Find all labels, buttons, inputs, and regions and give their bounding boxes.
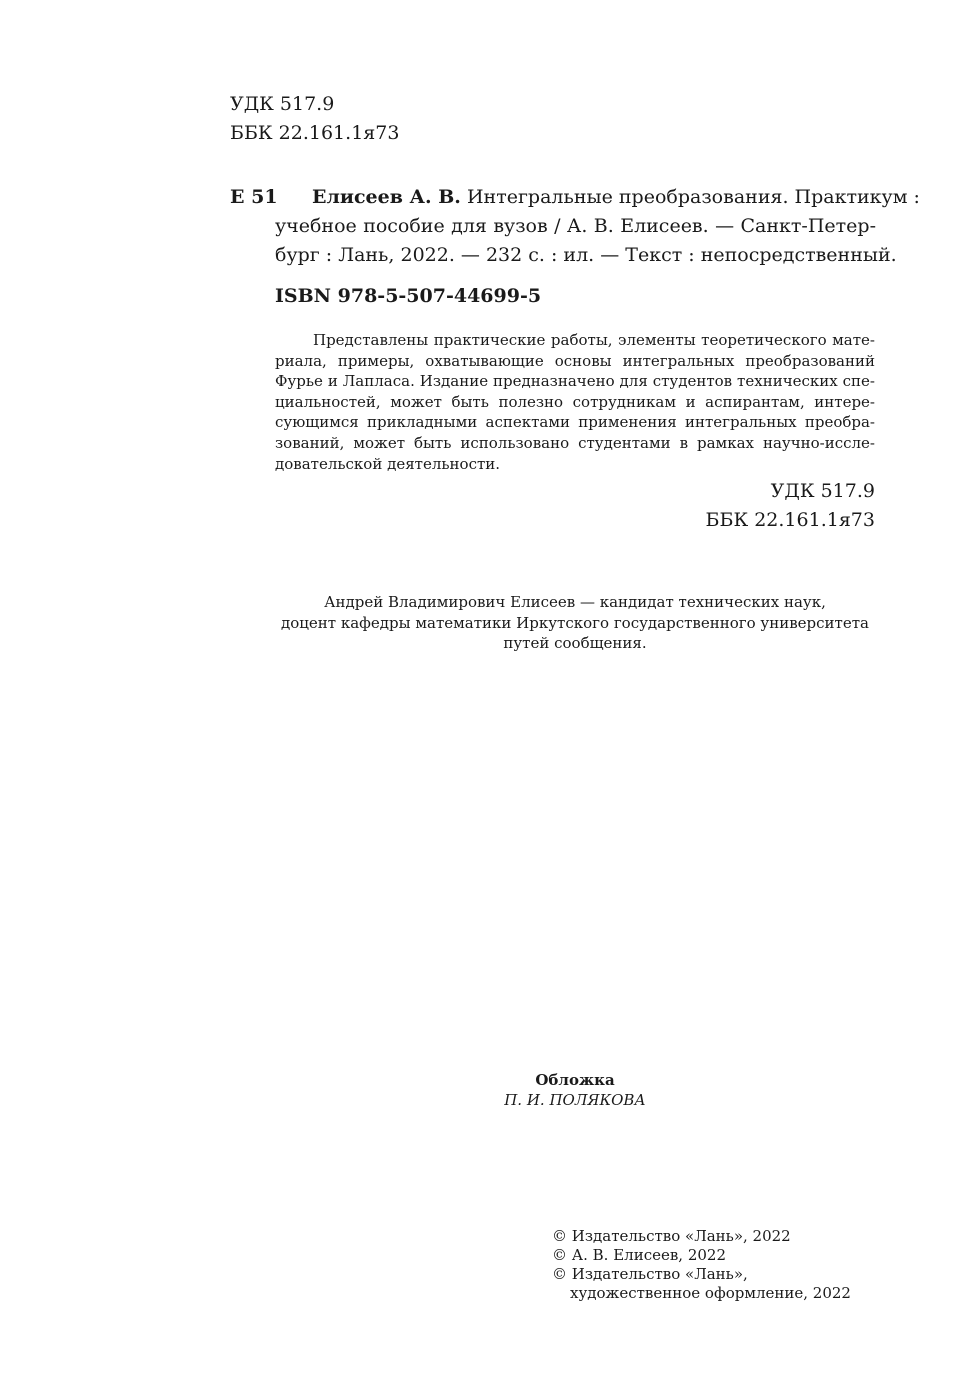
annotation-line: сующимся прикладными аспектами применения интегральных преобра- (275, 413, 875, 432)
copyright-line: художественное оформление, 2022 (570, 1284, 851, 1302)
annotation-line: Фурье и Лапласа. Издание предназначено для студентов технических спе- (275, 372, 875, 391)
classification-top (230, 90, 399, 148)
annotation-line: Представлены практические работы, элементы теоретического мате- (313, 331, 875, 349)
copyright-line: © Издательство «Лань», 2022 (552, 1227, 791, 1245)
author-mark: Е 51 (230, 186, 278, 208)
copyright-line: © А. В. Елисеев, 2022 (552, 1246, 727, 1264)
isbn: ISBN 978-5-507-44699-5 (275, 285, 542, 307)
annotation-line: зований, может быть использовано студентами в рамках научно-иссле- (275, 433, 875, 452)
author-info (275, 592, 875, 654)
entry-line-3: бург : Лань, 2022. — 232 с. : ил. — Текст : непосредственный. (275, 244, 897, 266)
author-info-line: Андрей Владимирович Елисеев — кандидат технических наук, (324, 593, 826, 611)
entry-line-2: учебное пособие для вузов / А. В. Елисеев. — Санкт-Петер- (275, 215, 876, 237)
bbk-code: ББК 22.161.1я73 (230, 122, 400, 144)
annotation (275, 330, 875, 474)
copyright-line: © Издательство «Лань», (552, 1265, 748, 1283)
author-info-line: путей сообщения. (503, 634, 647, 653)
entry-author: Елисеев А. В. (312, 186, 461, 208)
bbk-code-right: ББК 22.161.1я73 (705, 509, 875, 531)
copyright-block (552, 1227, 851, 1303)
author-info-line: доцент кафедры математики Иркутского государственного университета (281, 613, 869, 632)
udk-code-right: УДК 517.9 (770, 480, 875, 502)
annotation-line: довательской деятельности. (275, 454, 501, 473)
cover-designer: П. И. ПОЛЯКОВА (504, 1091, 646, 1109)
entry-line-1 (312, 183, 920, 212)
annotation-line: циальностей, может быть полезно сотрудникам и аспирантам, интере- (275, 392, 875, 411)
annotation-line: риала, примеры, охватывающие основы интегральных преобразований (275, 351, 875, 370)
classification-right (706, 477, 875, 535)
udk-code: УДК 517.9 (230, 93, 335, 115)
cover-label: Обложка (535, 1071, 615, 1089)
cover-credit (475, 1070, 675, 1110)
entry-title: Интегральные преобразования. Практикум : (466, 186, 920, 208)
